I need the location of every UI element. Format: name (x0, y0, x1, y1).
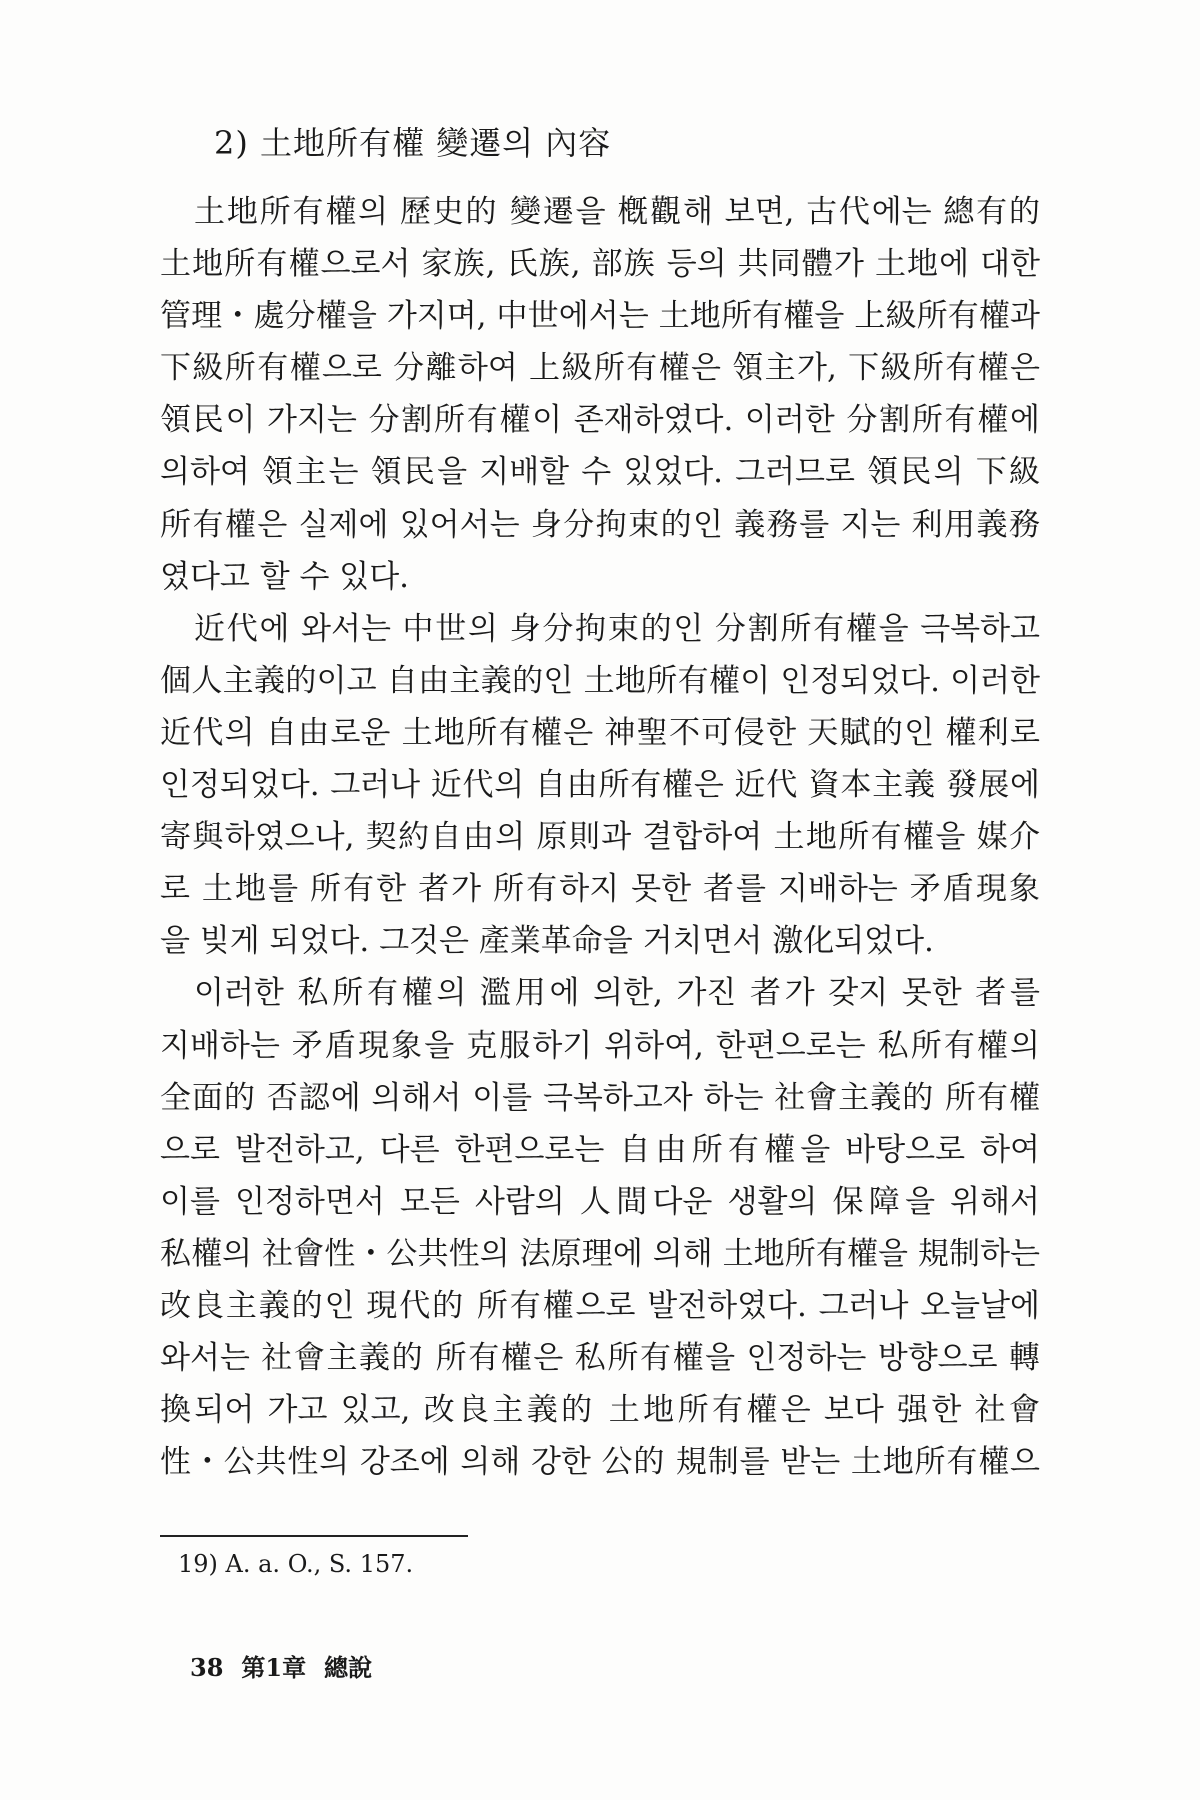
text-line: 改良主義的인 現代的 所有權으로 발전하였다. 그러나 오늘날에 (160, 1287, 1040, 1324)
text-line: 全面的 否認에 의해서 이를 극복하고자 하는 社會主義的 所有權 (160, 1079, 1040, 1116)
text-line: 寄與하였으나, 契約自由의 原則과 결합하여 土地所有權을 媒介 (160, 819, 1040, 856)
text-line: 個人主義的이고 自由主義的인 土地所有權이 인정되었다. 이러한 (160, 662, 1040, 699)
text-line: 近代에 와서는 中世의 身分拘束的인 分割所有權을 극복하고 (194, 610, 1040, 647)
text-line: 近代의 自由로운 土地所有權은 神聖不可侵한 天賦的인 權利로 (160, 714, 1040, 751)
text-line: 인정되었다. 그러나 近代의 自由所有權은 近代 資本主義 發展에 (160, 767, 1040, 804)
text-line: 所有權은 실제에 있어서는 身分拘束的인 義務를 지는 利用義務 (160, 506, 1040, 543)
text-line: 下級所有權으로 分離하여 上級所有權은 領主가, 下級所有權은 (160, 350, 1040, 387)
text-line: 領民이 가지는 分割所有權이 존재하였다. 이러한 分割所有權에 (160, 402, 1040, 439)
text-line: 였다고 할 수 있다. (160, 558, 410, 595)
section-heading: 2) 土地所有權 變遷의 內容 (214, 124, 612, 162)
text-line: 이를 인정하면서 모든 사람의 人間다운 생활의 保障을 위해서 (160, 1183, 1040, 1220)
text-line: 으로 발전하고, 다른 한편으로는 自由所有權을 바탕으로 하여 (160, 1131, 1040, 1168)
chapter-number: 第1章 (241, 1653, 307, 1682)
page-number: 38 (190, 1653, 224, 1682)
body-text (160, 186, 1040, 1488)
footnote-divider (160, 1535, 468, 1537)
text-line: 와서는 社會主義的 所有權은 私所有權을 인정하는 방향으로 轉 (160, 1340, 1040, 1377)
text-line: 性・公共性의 강조에 의해 강한 公的 規制를 받는 土地所有權으 (160, 1444, 1040, 1481)
text-line: 管理・處分權을 가지며, 中世에서는 土地所有權을 上級所有權과 (160, 298, 1040, 335)
page-footer (190, 1652, 390, 1684)
chapter-title: 總說 (324, 1653, 373, 1682)
text-line: 土地所有權으로서 家族, 氏族, 部族 등의 共同體가 土地에 대한 (160, 246, 1040, 283)
text-line: 의하여 領主는 領民을 지배할 수 있었다. 그러므로 領民의 下級 (160, 454, 1040, 491)
footnote: 19) A. a. O., S. 157. (178, 1550, 414, 1578)
text-line: 私權의 社會性・公共性의 法原理에 의해 土地所有權을 規制하는 (160, 1235, 1040, 1272)
text-line: 換되어 가고 있고, 改良主義的 土地所有權은 보다 强한 社會 (160, 1392, 1040, 1429)
text-line: 지배하는 矛盾現象을 克服하기 위하여, 한편으로는 私所有權의 (160, 1027, 1040, 1064)
text-line: 로 土地를 所有한 者가 所有하지 못한 者를 지배하는 矛盾現象 (160, 871, 1040, 908)
text-line: 을 빚게 되었다. 그것은 產業革命을 거치면서 激化되었다. (160, 923, 934, 960)
text-line: 土地所有權의 歷史的 變遷을 槪觀해 보면, 古代에는 總有的 (194, 194, 1040, 230)
text-line: 이러한 私所有權의 濫用에 의한, 가진 者가 갖지 못한 者를 (194, 975, 1040, 1012)
